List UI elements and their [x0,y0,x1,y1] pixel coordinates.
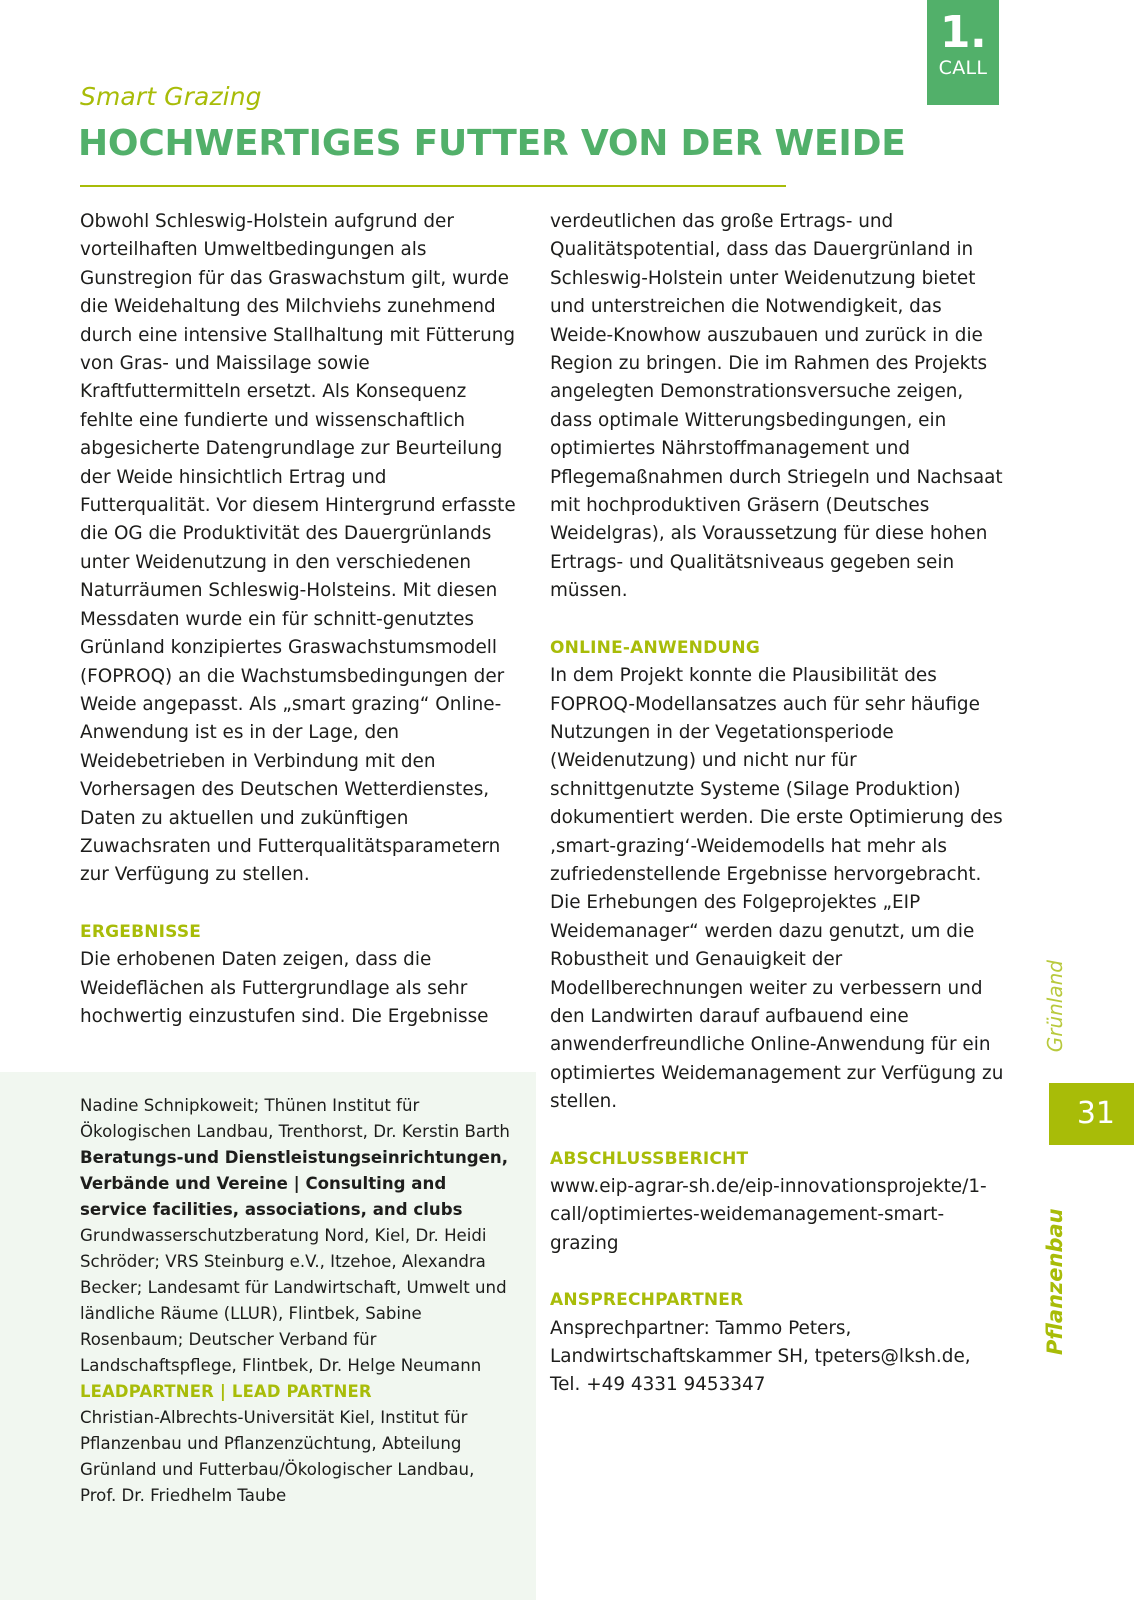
abschlussbericht-url[interactable]: www.eip-agrar-sh.de/eip-innovationsprojekte/1-call/optimiertes-weidemanagement-smart-grazing [550,1176,987,1254]
left-intro-paragraph: Obwohl Schleswig-Holstein aufgrund der vorteilhaften Umweltbedingungen als Gunstregion für das Graswachstum gilt, wurde die Weidehaltung des Milchviehs zunehmend durch eine intensive Stallhaltung mit Fütterung von Gras- und Maissilage sowie Kraftfuttermitteln ersetzt. Als Konsequenz fehlte eine fundierte und wissenschaftlich abgesicherte Datengrundlage zur Beurteilung der Weide hinsichtlich Ertrag und Futterqualität. Vor diesem Hintergrund erfasste die OG die Produktivität des Dauergrünlands unter Weidenutzung in den verschiedenen Naturräumen Schleswig-Holsteins. Mit diesen Messdaten wurde ein für schnitt-genutztes Grünland konzipiertes Graswachstumsmodell (FOPROQ) an die Wachstumsbedingungen der Weide angepasst. Als „smart grazing“ Online-Anwendung ist es in der Lage, den Weidebetrieben in Verbindung mit den Vorhersagen des Deutschen Wetterdienstes, Daten zu aktuellen und zukünftigen Zuwachsraten und Futterqualitätsparametern zur Verfügung zu stellen. [80,211,516,886]
info-panel-text [80,1093,512,1509]
kicker-title: Smart Grazing [80,82,262,111]
call-badge [927,0,999,105]
call-badge-label: CALL [938,56,988,79]
panel-authors: Nadine Schnipkoweit; Thünen Institut für Ökologischen Landbau, Trenthorst, Dr. Kerstin Barth [80,1096,510,1141]
title-divider [80,185,786,187]
heading-online-anwendung: ONLINE-ANWENDUNG [550,637,761,658]
panel-leadpartner-heading: LEADPARTNER | LEAD PARTNER [80,1382,372,1401]
online-anwendung-paragraph: In dem Projekt konnte die Plausibilität des FOPROQ-Modellansatzes auch für sehr häufige Nutzungen in der Vegetationsperiode (Weidenutzung) und nicht nur für schnittgenutzte Systeme (Silage Produktion) dokumentiert werden. Die erste Optimierung des ‚smart-grazing‘-Weidemodells hat mehr als zufriedenstellende Ergebnisse hervorgebracht. Die Erhebungen des Folgeprojektes „EIP Weidemanager“ werden dazu genutzt, um die Robustheit und Genauigkeit der Modellberechnungen weiter zu verbessern und den Landwirten darauf aufbauend eine anwenderfreundliche Online-Anwendung für ein optimiertes Weidemanagement zur Verfügung zu stellen. [550,665,1004,1113]
panel-partners-heading: Beratungs-und Dienstleistungseinrichtungen, Verbände und Vereine | Consulting and service facilities, associations, and clubs [80,1148,509,1219]
heading-ergebnisse: ERGEBNISSE [80,921,202,942]
sidebar-label-gruenland: Grünland [1043,960,1067,1053]
page-number: 31 [1076,1096,1115,1131]
heading-ansprechpartner: ANSPRECHPARTNER [550,1290,744,1311]
ergebnisse-paragraph: Die erhobenen Daten zeigen, dass die Weideflächen als Futtergrundlage als sehr hochwertig einzustufen sind. Die Ergebnisse [80,949,489,1027]
right-column [550,208,1005,1400]
ansprechpartner-details: Ansprechpartner: Tammo Peters, Landwirtschaftskammer SH, tpeters@lksh.de, Tel. +49 4331 9453347 [550,1317,971,1396]
panel-partners-text: Grundwasserschutzberatung Nord, Kiel, Dr. Heidi Schröder; VRS Steinburg e.V., Itzehoe, Alexandra Becker; Landesamt für Landwirtschaft, Umwelt und ländliche Räume (LLUR), Flintbek, Sabine Rosenbaum; Deutscher Verband für Landschaftspflege, Flintbek, Dr. Helge Neumann [80,1226,507,1375]
heading-abschlussbericht: ABSCHLUSSBERICHT [550,1148,749,1169]
right-continuation-paragraph: verdeutlichen das große Ertrags- und Qualitätspotential, dass das Dauergrünland in Schleswig-Holstein unter Weidenutzung bietet und unterstreichen die Notwendigkeit, das Weide-Knowhow auszubauen und zurück in die Region zu bringen. Die im Rahmen des Projekts angelegten Demonstrationsversuche zeigen, dass optimale Witterungsbedingungen, ein optimiertes Nährstoffmanagement und Pflegemaßnahmen durch Striegeln und Nachsaat mit hochproduktiven Gräsern (Deutsches Weidelgras), als Voraussetzung für diese hohen Ertrags- und Qualitätsniveaus gegeben sein müssen. [550,211,1003,602]
sidebar-label-pflanzenbau: Pflanzenbau [1043,1208,1067,1355]
call-badge-number: 1. [939,7,987,58]
page-title: HOCHWERTIGES FUTTER VON DER WEIDE [78,123,906,164]
panel-leadpartner-text: Christian-Albrechts-Universität Kiel, Institut für Pflanzenbau und Pflanzenzüchtung, Abteilung Grünland und Futterbau/Ökologischer Landbau, Prof. Dr. Friedhelm Taube [80,1408,475,1505]
left-column [80,208,520,1031]
